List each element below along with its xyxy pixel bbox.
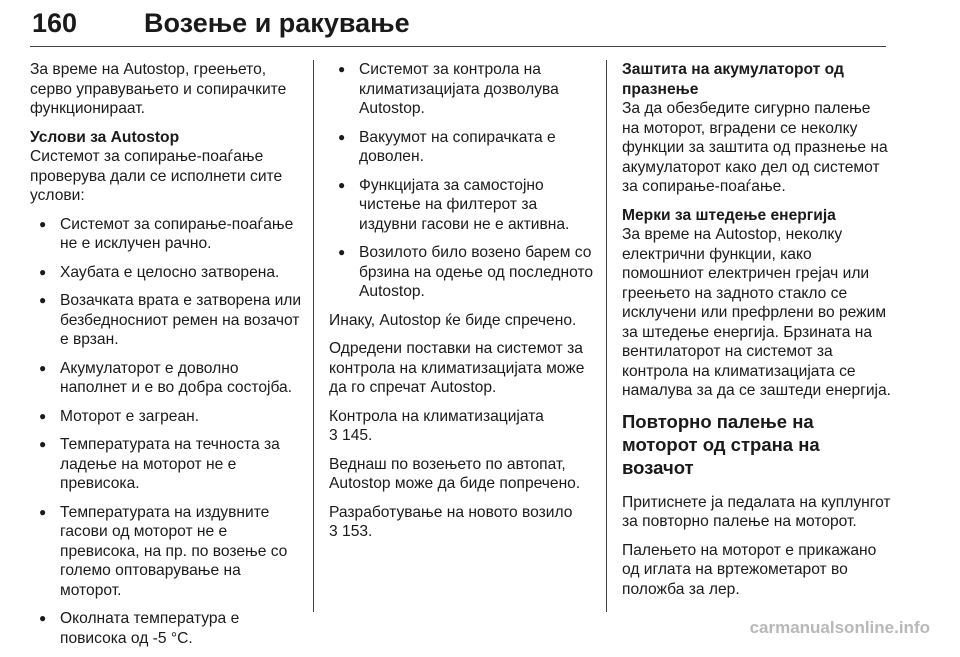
reference-text: Разработување на новото возило xyxy=(329,503,573,521)
column-2 xyxy=(329,60,595,551)
reference-page-link[interactable]: 145. xyxy=(342,427,373,444)
column-1 xyxy=(30,60,302,657)
paragraph: Инаку, Autostop ќе биде спречено. xyxy=(329,311,577,329)
paragraph: За време на Autostop, неколку електрични функции, како помошниот електричен грејач или греењето на задното стакло се исклучени или префрлени во режим за штедење енергија. Брзината на вентилаторот на системот за контрола на климатизацијата се намалува за да се заштеди енергија. xyxy=(622,226,892,399)
paragraph: Притиснете ја педалата на куплунгот за повторно палење на моторот. xyxy=(622,493,891,530)
page-number: 160 xyxy=(32,8,78,38)
page-title: Возење и ракување xyxy=(144,8,410,38)
conditions-list xyxy=(30,215,302,649)
list-item: ● Акумулаторот е доволно наполнет и е во добра состојба. xyxy=(30,359,302,398)
page-header xyxy=(30,4,886,47)
list-item: ● Околната температура е повисока од -5 °C. xyxy=(30,609,302,648)
paragraph: Одредени поставки на системот за контрола на климатизацијата може да го спречат Autostop. xyxy=(329,340,585,396)
conditions-list-continued xyxy=(329,60,595,302)
reference-arrow-icon: 3 xyxy=(329,523,338,540)
cross-reference xyxy=(329,503,595,542)
watermark: carmanualsonline.info xyxy=(749,618,930,637)
cross-reference xyxy=(329,407,595,446)
list-item: ● Температурата на издувните гасови од моторот не е превисока, на пр. по возење со големо оптоварување на моторот. xyxy=(30,503,302,601)
list-item: ● Возилото било возено барем со брзина на одење од последното Autostop. xyxy=(329,243,595,302)
list-item: ● Температурата на течноста за ладење на моторот не е превисока. xyxy=(30,435,302,494)
list-item: ● Функцијата за самостојно чистење на филтерот за издувни гасови не е активна. xyxy=(329,176,595,235)
list-item: ● Возачката врата е затворена или безбедносниот ремен на возачот е врзан. xyxy=(30,291,302,350)
intro-paragraph: За време на Autostop, греењето, серво управувањето и сопирачките функционираат. xyxy=(30,61,287,117)
list-item: ● Системот за контрола на климатизацијата дозволува Autostop. xyxy=(329,60,595,119)
paragraph: За да обезбедите сигурно палење на моторот, вградени се неколку функции за заштита од празнење на акумулаторот како дел од системот за сопирање-поаѓање. xyxy=(622,100,888,195)
conditions-heading: Услови за Autostop xyxy=(30,128,180,146)
reference-text: Контрола на климатизацијата xyxy=(329,407,544,425)
column-divider xyxy=(313,60,314,612)
section-heading-large: Повторно палење на моторот од страна на возачот xyxy=(622,410,820,478)
list-item: ● Вакуумот на сопирачката е доволен. xyxy=(329,128,595,167)
reference-page-link[interactable]: 153. xyxy=(342,523,373,540)
list-item: ● Моторот е загреан. xyxy=(30,407,302,427)
list-item: ● Системот за сопирање-поаѓање не е исклучен рачно. xyxy=(30,215,302,254)
section-heading: Заштита на акумулаторот од празнење xyxy=(622,61,844,98)
paragraph: Палењето на моторот е прикажано од иглата на вртежометарот во положба за лер. xyxy=(622,541,877,598)
column-divider xyxy=(606,60,607,612)
list-item: ● Хаубата е целосно затворена. xyxy=(30,263,302,283)
conditions-text: Системот за сопирање-поаѓање проверува дали се исполнети сите услови: xyxy=(30,148,283,204)
section-heading: Мерки за штедење енергија xyxy=(622,206,836,224)
reference-arrow-icon: 3 xyxy=(329,427,338,444)
column-3 xyxy=(622,60,892,608)
paragraph: Веднаш по возењето по автопат, Autostop може да биде попречено. xyxy=(329,455,581,492)
